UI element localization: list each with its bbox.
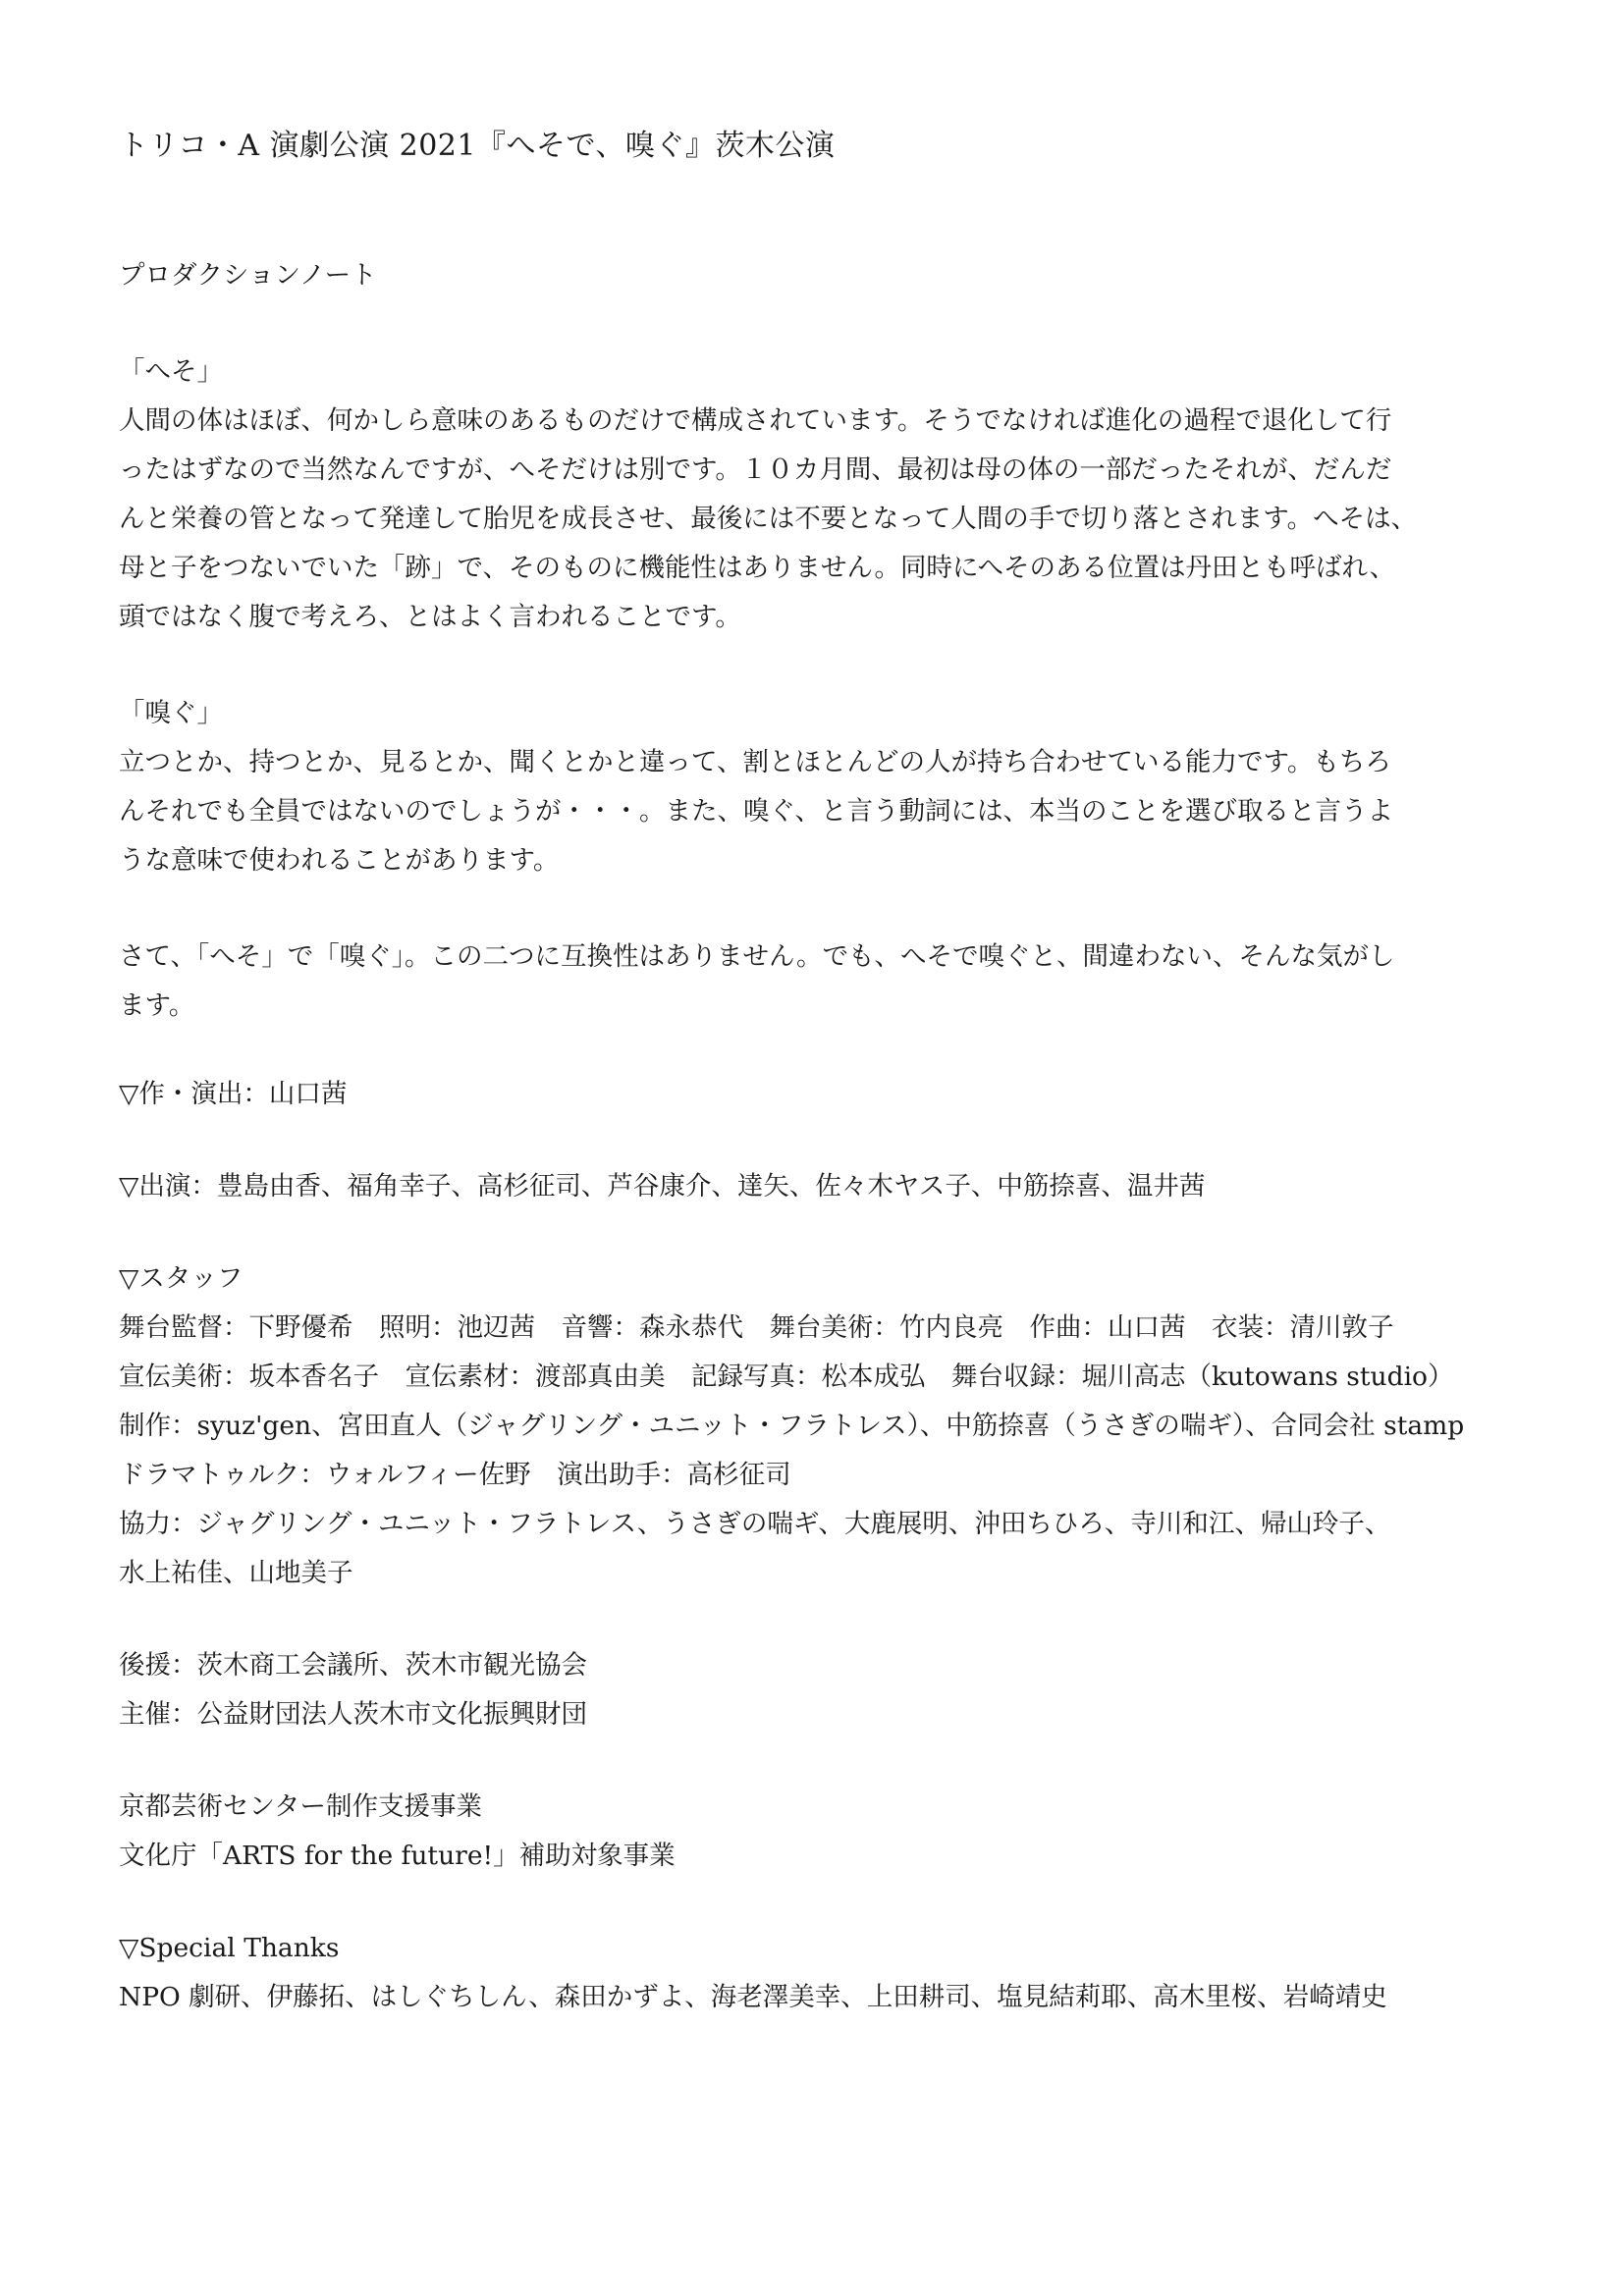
credit-cast: ▽出演：豊島由香、福角幸子、高杉征司、芦谷康介、達矢、佐々木ヤス子、中筋捺喜、温井茜	[119, 1171, 1206, 1201]
heso-line: 頭ではなく腹で考えろ、とはよく言われることです。	[119, 602, 741, 632]
program-section	[119, 1783, 1513, 1881]
kagu-section	[119, 689, 1513, 885]
staff-section	[119, 1255, 1513, 1598]
staff-line: 舞台監督：下野優希 照明：池辺茜 音響：森永恭代 舞台美術：竹内良亮 作曲：山口茜 衣装：清川敦子	[119, 1312, 1394, 1343]
staff-line: 水上祐佳、山地美子	[119, 1558, 353, 1588]
thanks-section	[119, 1924, 1513, 2022]
staff-heading: ▽スタッフ	[119, 1263, 244, 1294]
thanks-heading: ▽Special Thanks	[119, 1933, 340, 1963]
staff-line: 宣伝美術：坂本香名子 宣伝素材：渡部真由美 記録写真：松本成弘 舞台収録：堀川高志（kutowans studio）	[119, 1362, 1454, 1392]
document-content	[119, 126, 1513, 2022]
closing-line: さて、「へそ」で「嗅ぐ」。この二つに互換性はありません。でも、へそで嗅ぐと、間違わない、そんな気がし	[119, 941, 1395, 972]
production-note-heading: プロダクションノート	[119, 260, 377, 291]
document-title: トリコ・A 演劇公演 2021『へそで、嗅ぐ』茨木公演	[119, 129, 836, 163]
program-line: 京都芸術センター制作支援事業	[119, 1791, 482, 1822]
heso-line: んと栄養の管となって発達して胎児を成長させ、最後には不要となって人間の手で切り落とされます。へそは、	[119, 504, 1418, 534]
program-line: 文化庁「ARTS for the future!」補助対象事業	[119, 1841, 676, 1871]
heso-line: 母と子をつないでいた「跡」で、そのものに機能性はありません。同時にへそのある位置は丹田とも呼ばれ、	[119, 553, 1396, 583]
heso-line: 人間の体はほぼ、何かしら意味のあるものだけで構成されています。そうでなければ進化の過程で退化して行	[119, 405, 1392, 436]
heso-heading: 「へそ」	[119, 356, 223, 387]
heso-section	[119, 347, 1513, 642]
kagu-heading: 「嗅ぐ」	[119, 698, 223, 728]
support-line: 後援：茨木商工会議所、茨木市観光協会	[119, 1650, 587, 1681]
support-line: 主催：公益財団法人茨木市文化振興財団	[119, 1699, 587, 1730]
thanks-line: NPO 劇研、伊藤拓、はしぐちしん、森田かずよ、海老澤美幸、上田耕司、塩見結莉耶、高木里桜、岩崎靖史	[119, 1982, 1387, 2012]
staff-line: 協力：ジャグリング・ユニット・フラトレス、うさぎの喘ギ、大鹿展明、沖田ちひろ、寺川和江、帰山玲子、	[119, 1509, 1391, 1539]
closing-section	[119, 933, 1513, 1031]
credit-director: ▽作・演出：山口茜	[119, 1079, 348, 1109]
staff-line: 制作：syuz'gen、宮田直人（ジャグリング・ユニット・フラトレス）、中筋捺喜（うさぎの喘ギ）、合同会社 stamp	[119, 1411, 1465, 1441]
kagu-line: うな意味で使われることがあります。	[119, 845, 560, 876]
kagu-line: んそれでも全員ではないのでしょうが・・・。また、嗅ぐ、と言う動詞には、本当のことを選び取ると言うよ	[119, 796, 1393, 827]
closing-line: ます。	[119, 990, 195, 1021]
support-section	[119, 1641, 1513, 1739]
heso-line: ったはずなので当然なんですが、へそだけは別です。１０カ月間、最初は母の体の一部だったそれが、だんだ	[119, 454, 1392, 485]
staff-line: ドラマトゥルク：ウォルフィー佐野 演出助手：高杉征司	[119, 1460, 791, 1490]
kagu-line: 立つとか、持つとか、見るとか、聞くとかと違って、割とほとんどの人が持ち合わせている能力です。もちろ	[119, 747, 1391, 777]
